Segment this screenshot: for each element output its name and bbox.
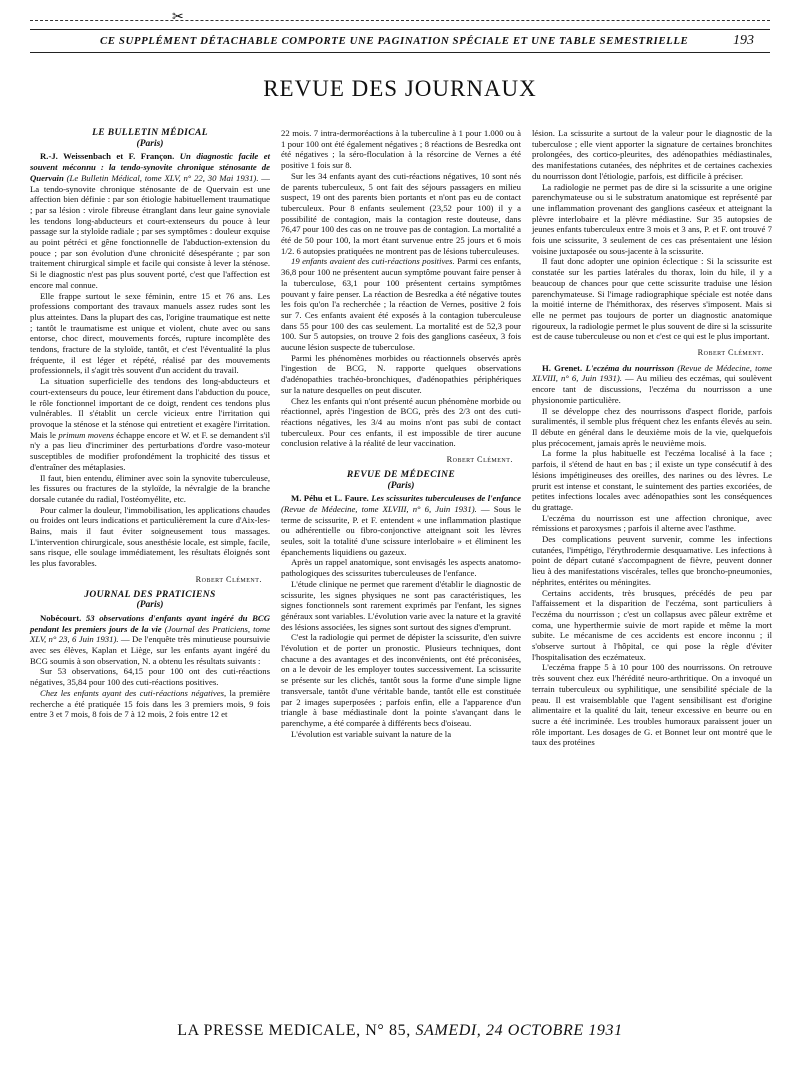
journal-city: (Paris) [387, 480, 415, 491]
article-title: Les scissurites tuberculeuses de l'enfance [371, 493, 521, 504]
article-paragraph: La forme la plus habituelle est l'eczéma localisé à la face ; parfois, il s'étend de haut en bas ; il existe un type consécutif à des lésions impétigineuses des oreilles, des narines ou des lèvres. Le prurit est intense et constant, le suintement des parties excoriées, de petites infections locales avec adénopathies sont les conséquences du grattage. [532, 448, 772, 512]
article-signature: Robert Clément. [195, 574, 262, 584]
article-paragraph: Des complications peuvent survenir, comme les infections cutanées, l'impétigo, l'érythrodermie desquamative. Les infections à point de départ cutané s'accompagnent de fièvre, peuvent donner lieu à des manifestations viscérales, telles que broncho-pneumonies, néphrites, entérites ou méningites. [532, 534, 772, 587]
article-lead [30, 613, 270, 667]
header-rule-top [30, 29, 770, 30]
article-text: — Sous le terme de scissurite, P. et F. entendent « une inflammation plastique ou adhérentielle ou fibro-conjonctive atteignant soit les lèvres seules, soit la totalité d'une scissure interlobaire » et éliminent les épanchements liquidiens ou gazeux. [281, 503, 521, 557]
article-source: (Revue de Médecine, tome XLVIII, n° 6, Juin 1931). [532, 362, 773, 384]
article-title: L'eczéma du nourrisson [585, 362, 674, 373]
article-paragraph: Sur 53 observations, 64,15 pour 100 ont des cuti-réactions négatives, 35,84 pour 100 des cuti-réactions positives. [30, 666, 270, 688]
journal-heading: LE BULLETIN MÉDICAL [92, 128, 208, 138]
article-source: (Revue de Médecine, tome XLVIII, n° 6, Juin 1931). [281, 503, 477, 514]
article-authors: Nobécourt. [40, 612, 82, 623]
column-2 [281, 128, 521, 739]
page-number: 193 [733, 33, 754, 48]
article-source: (Le Bulletin Médical, tome XLV, n° 22, 30 Mai 1931). [66, 172, 259, 183]
article-paragraph: L'eczéma du nourrisson est une affection chronique, avec rémissions et paroxysmes ; parfois il alterne avec l'asthme. [532, 512, 772, 534]
article-paragraph: Chez les enfants ayant des cuti-réactions négatives, la première recherche a été pratiquée 15 fois dans les 3 premiers mois, 9 fois entre 3 et 7 mois, 8 fois de 7 à 12 mois, 2 fois entre 12 et [30, 687, 270, 720]
article-paragraph: Pour calmer la douleur, l'immobilisation, les applications chaudes ou froides ont leurs indications et particulièrement la cure d'Aix-les-Bains, mais il faut éviter soigneusement tous massages. L'intervention chirurgicale, sous anesthésie locale, est simple, facile, sans risque, elle soulage immédiatement, les résultats éloignés sont les plus favorables. [30, 504, 270, 569]
article-signature: Robert Clément. [697, 348, 764, 358]
article-authors: M. Péhu et L. Faure. [291, 493, 369, 504]
article-paragraph: La radiologie ne permet pas de dire si la scissurite a une origine parenchymateuse ou si le substratum anatomique est représenté par une inflammation provenant des ganglions caséeux et atteignant la plèvre interlobaire et la plèvre médiastine. Sur 35 autopsies de jeunes enfants tuberculeux entre 3 mois et 3 ans, P. et F. ont trouvé 7 fois une scissurite, 3 seulement de ces cas présentaient une lésion voisine juxtaposée ou sous-jacente à la scissurite. [532, 181, 772, 256]
article-paragraph: C'est la radiologie qui permet de dépister la scissurite, d'en suivre l'évolution et de porter un pronostic. Plusieurs techniques, dont chacune a des avantages et des inconvénients, ont été préconisées, on a le devoir de les employer toutes successivement. La scissurite se présente sur les clichés, tantôt sous la forme d'une simple ligne transversale, tantôt d'une véritable bande, tantôt elle est constituée par 2 images superposées ; parfois enfin, elle a l'apparence d'un triangle à base médiastinale dont la pointe s'avançant dans le parenchyme, a été comparée à différents becs d'oiseau. [281, 632, 521, 728]
page-footer [0, 1022, 800, 1040]
header-rule-bottom [30, 52, 770, 53]
article-text: — La tendo-synovite chronique sténosante de de Quervain est une affection bien définie : par son étiologie habituellement traumatique ; par sa lésion : virole fibreuse étranglant dans leur gaine synoviale les tendons long-abducteurs et court-extenseurs du pouce à leur passage sur la styloïde radiale ; par ses symptômes : douleur exquise au point pétréci et gêne fonctionnelle de l'abduction-extension du pouce ; par son évolution d'une chronicité désespérante ; par son traitement chirurgical simple et facile qui consiste à lever la sténose. Si le diagnostic n'est pas plus souvent porté, c'est que l'affection est encore mal connue. [30, 172, 270, 290]
journal-heading: JOURNAL DES PRATICIENS [84, 589, 216, 600]
article-signature: Robert Clément. [446, 455, 513, 465]
article-paragraph: La situation superficielle des tendons des long-abducteurs et court-extenseurs du pouce, leur étirement dans l'abduction du pouce, le rôle fonctionnel important de ce doigt, rendent ces tendons plus vulnérables. Il s'établit un cercle vicieux entre l'irritation qui provoque la sténose et la sténose qui entretient et exagère l'irritation. Mais le primum movens échappe encore et W. et F. se demandent s'il n'y a pas lieu d'incriminer des perturbations d'ordre vaso-moteur susceptibles de modifier profondément la trophicité des tissus et d'entraîner des métaplasies. [30, 376, 270, 472]
article-lead [532, 363, 772, 406]
section-title: REVUE DES JOURNAUX [263, 76, 537, 101]
column-3 [532, 128, 772, 748]
article-lead [30, 151, 270, 290]
journal-heading: REVUE DE MÉDECINE [346, 469, 456, 480]
article-source: (Journal des Praticiens, tome XLV, n° 23, 6 Juin 1931). [30, 623, 270, 645]
article-paragraph: 22 mois. 7 intra-dermoréactions à la tuberculine à 1 pour 1.000 ou à 1 pour 100 ont été également négatives ; 8 réactions de Besredka ont été négatives ; la séro-floculation à la résorcine de Vernes a été positive 1 fois sur 8. [281, 128, 521, 171]
article-paragraph: L'évolution est variable suivant la nature de la [291, 728, 452, 739]
supplement-notice: CE SUPPLÉMENT DÉTACHABLE COMPORTE UNE PAGINATION SPÉCIALE ET UNE TABLE SEMESTRIELLE [100, 35, 689, 47]
article-text: — De l'enquête très minutieuse poursuivie avec ses élèves, Kaplan et Liège, sur les enfants ayant ingéré du BCG soumis à son observation, N. a obtenu les résultats suivants : [30, 634, 270, 666]
journal-city: (Paris) [136, 138, 164, 149]
column-1 [30, 128, 270, 720]
journal-city: (Paris) [136, 600, 164, 611]
article-paragraph: L'étude clinique ne permet que rarement d'établir le diagnostic de scissurite, les signes physiques ne sont pas caractéristiques, les signes fonctionnels sont rarement exprimés par l'enfant, les signes généraux sont variables. L'évolution varie avec la nature et la gravité des lésions associées, les signes sont surtout des signes d'emprunt. [281, 578, 521, 632]
article-paragraph: Chez les enfants qui n'ont présenté aucun phénomène morbide ou réactionnel, après l'ingestion de BCG, près des 2/3 ont des cuti-réactions négatives, les 3/4 au moins n'ont pas subi de contact tuberculeux. Pour ces enfants, il est impossible de tirer aucune conclusion relative à la réalité de leur vaccination. [281, 395, 521, 449]
article-paragraph: 19 enfants avaient des cuti-réactions positives. Parmi ces enfants, 36,8 pour 100 ne présentent aucun symptôme pouvant faire penser à la tuberculose, 63,1 pour 100 présentent certains symptômes pouvant y faire penser. La réaction de Besredka a été négative toutes les fois qu'on l'a recherchée ; la réaction de Vernes, positive 2 fois sur 7. Ces enfants avaient été exposés à la contagion tuberculeuse dans 55 pour 100 des cas seulement. La mortalité est de 52,3 pour 100. Sur 5 autopsies, on trouve 2 fois des ganglions caséeux, 3 fois aucune lésion suspecte de tuberculose. [281, 256, 521, 353]
article-paragraph: Il se développe chez des nourrissons d'aspect floride, parfois suralimentés, il semble plus fréquent chez les enfants élevés au sein. Il débute en général dans le deuxième mois de la vie, quelquefois plus précocement, jamais après le neuvième mois. [532, 405, 772, 448]
article-title: 53 observations d'enfants ayant ingéré du BCG pendant les premiers jours de la vie [30, 612, 270, 634]
article-paragraph: Après un rappel anatomique, sont envisagés les aspects anatomo-pathologiques des scissurites tuberculeuses de l'enfance. [281, 557, 521, 579]
article-authors: R.-J. Weissenbach et F. Françon. [40, 151, 175, 162]
article-paragraph: Sur les 34 enfants ayant des cuti-réactions négatives, 10 sont nés de parents tuberculeux, 5 ont fait des séjours passagers en milieu suspect, 19 ont des parents bien portants et n'ont pas eu de contact tuberculeux. Pour 8 enfants seulement (23,52 pour 100) il y a possibilité de contagion, mais la contagion reste douteuse, dans 76,47 pour 100 des cas on ne trouve pas de contagion. La mortalité a été de 50 pour 100, la mort étant survenue entre 25 jours et 6 mois 1/2. 6 autopsies pratiquées ne montrent pas de lésions tuberculeuses. [281, 170, 521, 256]
article-title: Un diagnostic facile et souvent méconnu : la tendo-synovite chronique sténosante de Quervain [30, 151, 270, 183]
article-paragraph: Elle frappe surtout le sexe féminin, entre 15 et 76 ans. Les professions comportant des travaux manuels assez rudes sont les plus atteintes. Dans la plupart des cas, l'origine traumatique est nette ; tantôt le traumatisme est unique et violent, chute avec ou sans entorse, choc direct, mouvements forcés, rupture incomplète des tendons, fracture de la styloïde, tantôt, et c'est l'éventualité la plus fréquente, il est léger et répété, réalisé par des mouvements professionnels, il s'agit très souvent d'un accident du travail. [30, 290, 270, 376]
article-text: — Au milieu des eczémas, qui soulèvent encore tant de discussions, l'eczéma du nourrisson a une physionomie particulière. [532, 373, 772, 405]
article-lead [281, 493, 521, 557]
scissors-icon: ✂ [172, 9, 184, 25]
footer-journal: LA PRESSE MEDICALE, N° 85, [177, 1022, 411, 1039]
article-paragraph: lésion. La scissurite a surtout de la valeur pour le diagnostic de la tuberculose ; elle vient apporter la signature de certaines bronchites prolongées, des cortico-pleurites, des adénopathies médiastinales, des manifestations cutanées, des néphrites et de certaines cachexies du nourrisson dont l'étiologie, parfois, est difficile à préciser. [532, 128, 772, 181]
article-paragraph: Parmi les phénomènes morbides ou réactionnels observés après l'ingestion de BCG, N. rapporte quelques observations d'adénopathies trachéo-bronchiques, d'adénopathies périphériques sur la nature desquelles on peut discuter. [281, 352, 521, 395]
cut-line [30, 20, 770, 21]
article-paragraph: Certains accidents, très brusques, précédés de peu par l'affaissement et la disparition de l'eczéma, sont particuliers à l'eczéma du nourrisson ; c'est un collapsus avec pâleur extrême et coma, une hyperthermie suivie de mort rapide et même la mort subite. Le mécanisme de ces accidents est encore inconnu ; il s'observe surtout à l'hôpital, ce qui pose la règle d'éviter l'hospitalisation des eczémateux. [532, 587, 772, 662]
article-paragraph: Il faut donc adopter une opinion éclectique : Si la scissurite est constatée sur les parties latérales du thorax, loin du hile, il y a beaucoup de chances pour que cette scissurite traduise une lésion parenchymateuse. Si l'image radiographique spéciale est notée dans la moitié interne de l'hémithorax, des réserves s'imposent. Mais si elle ne permet pas toujours de porter un diagnostic anatomique rigoureux, la radiologie permet le plus souvent de dire si la scissurite est de cause tuberculeuse ou non et c'est ce qui est le plus important. [532, 256, 772, 342]
article-paragraph: Il faut, bien entendu, éliminer avec soin la synovite tuberculeuse, les fissures ou fractures de la styloïde, la névralgie de la branche dorsale cutanée du radial, l'ostéomyélite, etc. [30, 472, 270, 504]
footer-date: SAMEDI, 24 OCTOBRE 1931 [415, 1022, 623, 1039]
article-paragraph: L'eczéma frappe 5 à 10 pour 100 des nourrissons. On retrouve très souvent chez eux l'hérédité neuro-arthritique. On a invoqué un terrain tuberculeux ou syphilitique, une sensibilité spéciale de la peau. Il est vraisemblable que l'agent sensibilisant est d'origine alimentaire et la qualité du lait, teneur excessive en beurre ou en sucre a été incriminée. Les troubles humoraux paraissent jouer un rôle important. Les dosages de G. et Bonnet leur ont montré que le taux des protéines [532, 662, 772, 748]
article-authors: H. Grenet. [542, 362, 583, 373]
